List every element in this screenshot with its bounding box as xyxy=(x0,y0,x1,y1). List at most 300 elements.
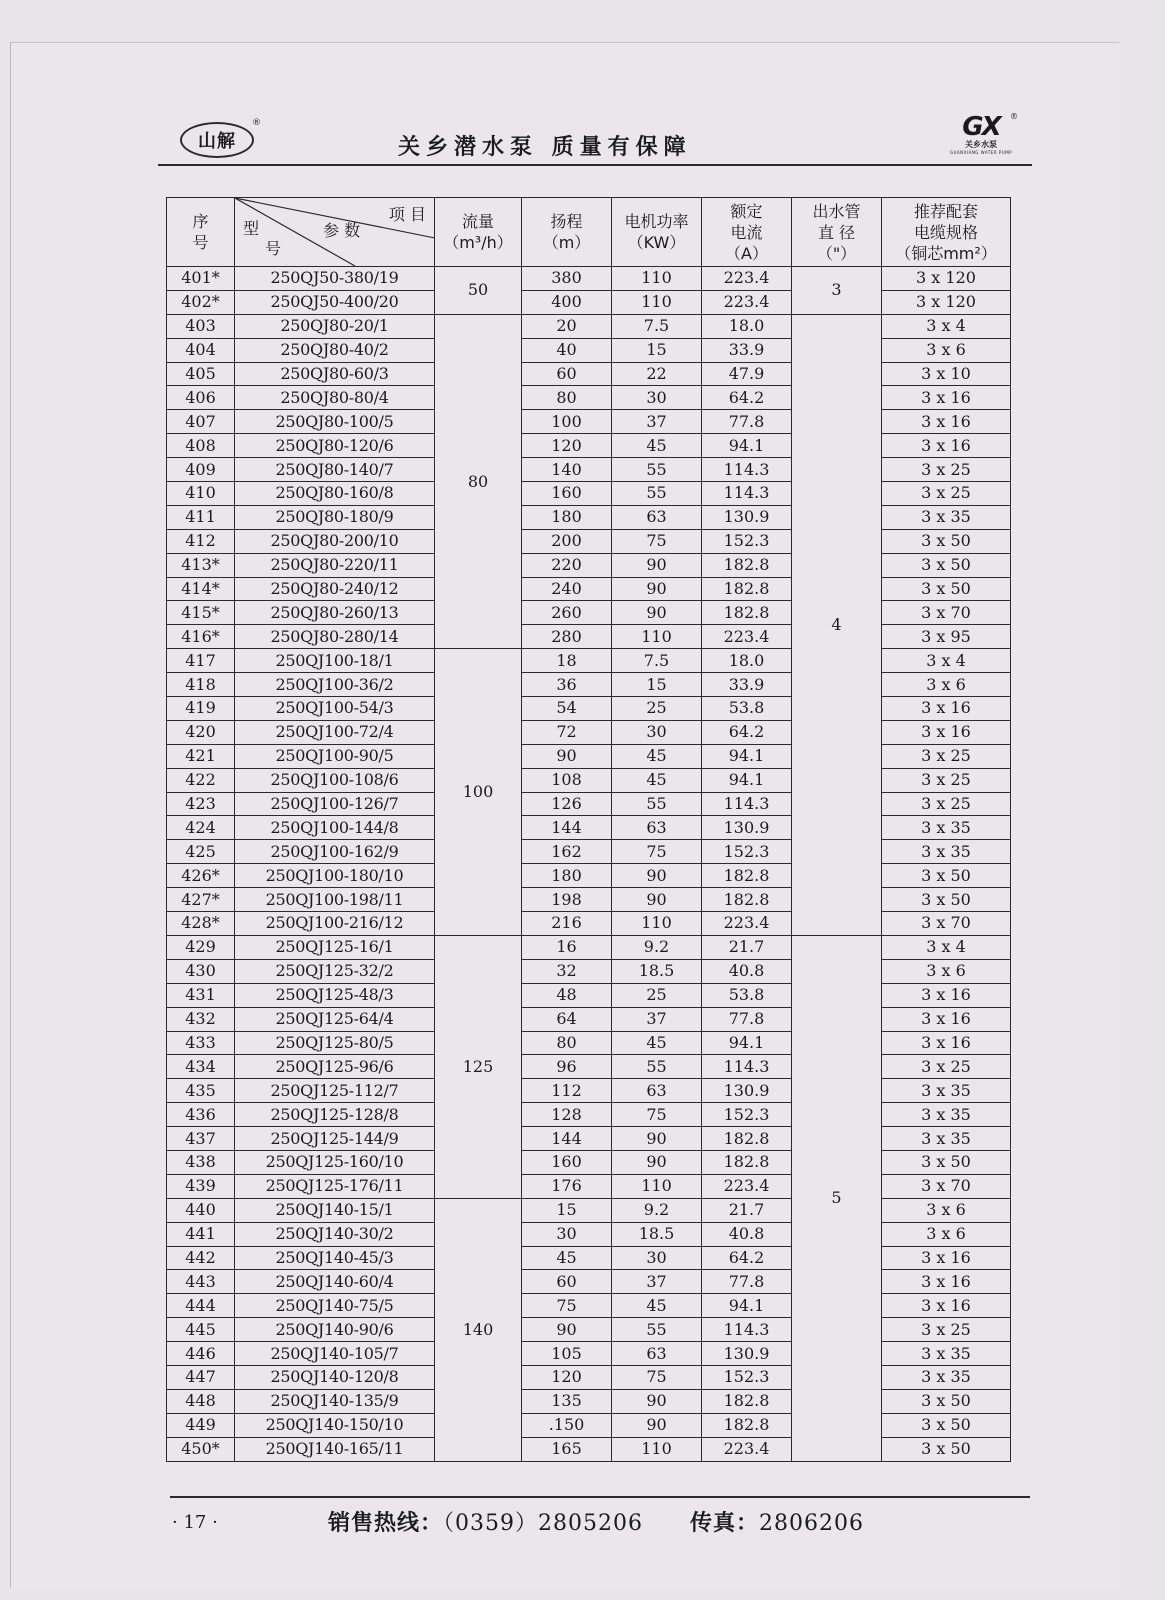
sales-hotline-label: 销售热线： xyxy=(328,1511,444,1536)
cell-current: 94.1 xyxy=(702,1294,792,1318)
brand-logo-left xyxy=(180,118,262,158)
cell-model: 250QJ140-120/8 xyxy=(235,1365,435,1389)
cell-seq: 430 xyxy=(167,959,235,983)
cell-model: 250QJ100-90/5 xyxy=(235,744,435,768)
cell-head: 60 xyxy=(522,362,612,386)
cell-power: 75 xyxy=(612,840,702,864)
cell-head: 260 xyxy=(522,601,612,625)
cell-power: 25 xyxy=(612,697,702,721)
cell-power: 30 xyxy=(612,386,702,410)
cell-head: 96 xyxy=(522,1055,612,1079)
cell-power: 110 xyxy=(612,1437,702,1461)
cell-model: 250QJ100-18/1 xyxy=(235,649,435,673)
registered-mark-icon: ® xyxy=(252,118,262,128)
cell-model: 250QJ140-165/11 xyxy=(235,1437,435,1461)
cell-current: 21.7 xyxy=(702,935,792,959)
cell-seq: 411 xyxy=(167,505,235,529)
fax-label: 传真： xyxy=(690,1511,760,1536)
cell-head: 60 xyxy=(522,1270,612,1294)
cell-cable: 3 x 50 xyxy=(882,1413,1011,1437)
cell-seq: 438 xyxy=(167,1150,235,1174)
header-current-line1: 额定 xyxy=(730,201,763,221)
header-cable-line2: 电缆规格 xyxy=(913,222,978,242)
cell-cable: 3 x 25 xyxy=(882,458,1011,482)
table-row xyxy=(167,529,1011,553)
cell-current: 223.4 xyxy=(702,1174,792,1198)
table-row xyxy=(167,505,1011,529)
header-model-item: 项 目 xyxy=(388,205,426,224)
cell-flow: 140 xyxy=(435,1198,522,1461)
cell-model: 250QJ125-144/9 xyxy=(235,1127,435,1151)
cell-model: 250QJ140-15/1 xyxy=(235,1198,435,1222)
cell-seq: 433 xyxy=(167,1031,235,1055)
cell-current: 18.0 xyxy=(702,314,792,338)
cell-cable: 3 x 95 xyxy=(882,625,1011,649)
cell-flow: 80 xyxy=(435,314,522,648)
cell-power: 45 xyxy=(612,1031,702,1055)
cell-head: 108 xyxy=(522,768,612,792)
cell-current: 223.4 xyxy=(702,267,792,291)
cell-seq: 441 xyxy=(167,1222,235,1246)
cell-model: 250QJ100-54/3 xyxy=(235,697,435,721)
cell-head: 144 xyxy=(522,1127,612,1151)
table-row xyxy=(167,1007,1011,1031)
cell-model: 250QJ140-45/3 xyxy=(235,1246,435,1270)
table-row xyxy=(167,1198,1011,1222)
table-row xyxy=(167,267,1011,291)
cell-model: 250QJ100-72/4 xyxy=(235,720,435,744)
cell-cable: 3 x 35 xyxy=(882,1365,1011,1389)
cell-current: 182.8 xyxy=(702,864,792,888)
table-row xyxy=(167,625,1011,649)
cell-head: 72 xyxy=(522,720,612,744)
cell-power: 45 xyxy=(612,768,702,792)
header-cable-line3: （铜芯mm²） xyxy=(895,243,997,263)
cell-model: 250QJ100-198/11 xyxy=(235,888,435,912)
table-row xyxy=(167,1246,1011,1270)
cell-cable: 3 x 50 xyxy=(882,864,1011,888)
cell-current: 77.8 xyxy=(702,1007,792,1031)
cell-current: 130.9 xyxy=(702,1079,792,1103)
cell-seq: 407 xyxy=(167,410,235,434)
cell-current: 33.9 xyxy=(702,673,792,697)
cell-model: 250QJ125-160/10 xyxy=(235,1150,435,1174)
cell-seq: 427* xyxy=(167,888,235,912)
cell-head: 18 xyxy=(522,649,612,673)
cell-model: 250QJ140-135/9 xyxy=(235,1389,435,1413)
cell-power: 7.5 xyxy=(612,314,702,338)
cell-seq: 440 xyxy=(167,1198,235,1222)
cell-current: 182.8 xyxy=(702,577,792,601)
fax xyxy=(690,1506,864,1537)
cell-seq: 429 xyxy=(167,935,235,959)
cell-cable: 3 x 16 xyxy=(882,720,1011,744)
table-row xyxy=(167,410,1011,434)
cell-head: 216 xyxy=(522,912,612,936)
cell-power: 90 xyxy=(612,1127,702,1151)
cell-seq: 401* xyxy=(167,267,235,291)
sales-hotline-number: （0359）2805206 xyxy=(443,1511,643,1536)
cell-power: 75 xyxy=(612,1365,702,1389)
cell-power: 55 xyxy=(612,458,702,482)
cell-seq: 436 xyxy=(167,1103,235,1127)
cell-model: 250QJ140-30/2 xyxy=(235,1222,435,1246)
cell-power: 90 xyxy=(612,1389,702,1413)
header-flow-line1: 流量 xyxy=(461,212,494,231)
table-row xyxy=(167,1365,1011,1389)
cell-flow: 125 xyxy=(435,935,522,1198)
cell-cable: 3 x 16 xyxy=(882,1294,1011,1318)
cell-power: 110 xyxy=(612,625,702,649)
cell-current: 223.4 xyxy=(702,1437,792,1461)
table-row xyxy=(167,458,1011,482)
cell-cable: 3 x 120 xyxy=(882,267,1011,291)
registered-mark-icon: ® xyxy=(1010,112,1018,121)
cell-seq: 431 xyxy=(167,983,235,1007)
cell-current: 223.4 xyxy=(702,290,792,314)
cell-cable: 3 x 50 xyxy=(882,529,1011,553)
cell-power: 110 xyxy=(612,290,702,314)
header-pipe-line3: （"） xyxy=(816,243,857,263)
table-row xyxy=(167,1174,1011,1198)
cell-cable: 3 x 25 xyxy=(882,792,1011,816)
cell-cable: 3 x 25 xyxy=(882,1318,1011,1342)
cell-seq: 419 xyxy=(167,697,235,721)
header-power-line1: 电机功率 xyxy=(624,212,689,231)
cell-model: 250QJ80-160/8 xyxy=(235,482,435,506)
cell-model: 250QJ100-180/10 xyxy=(235,864,435,888)
cell-seq: 415* xyxy=(167,601,235,625)
cell-cable: 3 x 6 xyxy=(882,338,1011,362)
cell-power: 22 xyxy=(612,362,702,386)
brand-logo-right-mark: GX xyxy=(962,112,1000,142)
header-head xyxy=(522,198,612,267)
cell-cable: 3 x 120 xyxy=(882,290,1011,314)
cell-power: 110 xyxy=(612,1174,702,1198)
cell-head: 15 xyxy=(522,1198,612,1222)
cell-head: 75 xyxy=(522,1294,612,1318)
cell-current: 182.8 xyxy=(702,1413,792,1437)
cell-head: 220 xyxy=(522,553,612,577)
cell-cable: 3 x 16 xyxy=(882,1246,1011,1270)
cell-power: 18.5 xyxy=(612,1222,702,1246)
cell-head: 144 xyxy=(522,816,612,840)
cell-power: 75 xyxy=(612,1103,702,1127)
cell-current: 114.3 xyxy=(702,792,792,816)
brand-logo-right xyxy=(948,112,1018,156)
cell-current: 21.7 xyxy=(702,1198,792,1222)
cell-current: 152.3 xyxy=(702,529,792,553)
cell-seq: 446 xyxy=(167,1342,235,1366)
cell-head: 112 xyxy=(522,1079,612,1103)
cell-model: 250QJ50-400/20 xyxy=(235,290,435,314)
cell-current: 152.3 xyxy=(702,1103,792,1127)
cell-model: 250QJ125-48/3 xyxy=(235,983,435,1007)
cell-cable: 3 x 4 xyxy=(882,935,1011,959)
page-slogan: 关乡潜水泵 质量有保障 xyxy=(398,135,692,160)
cell-cable: 3 x 35 xyxy=(882,1079,1011,1103)
cell-power: 30 xyxy=(612,720,702,744)
cell-head: 90 xyxy=(522,1318,612,1342)
cell-current: 130.9 xyxy=(702,816,792,840)
cell-current: 152.3 xyxy=(702,840,792,864)
cell-cable: 3 x 16 xyxy=(882,983,1011,1007)
cell-model: 250QJ100-144/8 xyxy=(235,816,435,840)
cell-current: 182.8 xyxy=(702,1389,792,1413)
cell-model: 250QJ125-32/2 xyxy=(235,959,435,983)
cell-cable: 3 x 16 xyxy=(882,697,1011,721)
cell-model: 250QJ140-60/4 xyxy=(235,1270,435,1294)
cell-head: 40 xyxy=(522,338,612,362)
cell-seq: 443 xyxy=(167,1270,235,1294)
cell-current: 94.1 xyxy=(702,434,792,458)
cell-power: 45 xyxy=(612,744,702,768)
cell-seq: 406 xyxy=(167,386,235,410)
table-row xyxy=(167,338,1011,362)
cell-current: 64.2 xyxy=(702,720,792,744)
header-pipe-line2: 直 径 xyxy=(817,222,856,242)
cell-power: 55 xyxy=(612,792,702,816)
cell-current: 223.4 xyxy=(702,625,792,649)
cell-head: 48 xyxy=(522,983,612,1007)
cell-seq: 421 xyxy=(167,744,235,768)
cell-current: 77.8 xyxy=(702,1270,792,1294)
cell-current: 114.3 xyxy=(702,458,792,482)
table-row xyxy=(167,601,1011,625)
cell-power: 15 xyxy=(612,673,702,697)
cell-current: 114.3 xyxy=(702,482,792,506)
cell-seq: 402* xyxy=(167,290,235,314)
cell-head: 120 xyxy=(522,434,612,458)
table-row xyxy=(167,912,1011,936)
cell-seq: 448 xyxy=(167,1389,235,1413)
table-row xyxy=(167,720,1011,744)
cell-seq: 434 xyxy=(167,1055,235,1079)
cell-seq: 449 xyxy=(167,1413,235,1437)
cell-head: 30 xyxy=(522,1222,612,1246)
cell-power: 55 xyxy=(612,1055,702,1079)
table-row xyxy=(167,840,1011,864)
cell-seq: 445 xyxy=(167,1318,235,1342)
cell-cable: 3 x 25 xyxy=(882,744,1011,768)
cell-model: 250QJ140-105/7 xyxy=(235,1342,435,1366)
cell-power: 55 xyxy=(612,1318,702,1342)
table-row xyxy=(167,434,1011,458)
cell-cable: 3 x 35 xyxy=(882,1103,1011,1127)
cell-model: 250QJ80-240/12 xyxy=(235,577,435,601)
cell-current: 182.8 xyxy=(702,1150,792,1174)
cell-head: 120 xyxy=(522,1365,612,1389)
cell-model: 250QJ80-260/13 xyxy=(235,601,435,625)
page-footer xyxy=(170,1496,1030,1548)
header-power-line2: （KW） xyxy=(627,233,686,252)
cell-current: 77.8 xyxy=(702,410,792,434)
cell-cable: 3 x 4 xyxy=(882,649,1011,673)
cell-seq: 418 xyxy=(167,673,235,697)
cell-head: 400 xyxy=(522,290,612,314)
table-row xyxy=(167,1342,1011,1366)
cell-model: 250QJ80-220/11 xyxy=(235,553,435,577)
brand-logo-right-tiny: GUANXIANG WATER PUMP xyxy=(949,150,1013,155)
cell-model: 250QJ100-162/9 xyxy=(235,840,435,864)
cell-head: .150 xyxy=(522,1413,612,1437)
table-row xyxy=(167,1127,1011,1151)
cell-head: 20 xyxy=(522,314,612,338)
cell-cable: 3 x 35 xyxy=(882,840,1011,864)
cell-current: 94.1 xyxy=(702,744,792,768)
cell-head: 180 xyxy=(522,864,612,888)
cell-current: 114.3 xyxy=(702,1055,792,1079)
table-row xyxy=(167,744,1011,768)
table-row xyxy=(167,959,1011,983)
table-row xyxy=(167,888,1011,912)
cell-cable: 3 x 35 xyxy=(882,1342,1011,1366)
cell-head: 80 xyxy=(522,386,612,410)
cell-cable: 3 x 70 xyxy=(882,1174,1011,1198)
cell-current: 53.8 xyxy=(702,697,792,721)
table-row xyxy=(167,1103,1011,1127)
header-flow-line2: （m³/h） xyxy=(443,233,513,252)
cell-current: 130.9 xyxy=(702,1342,792,1366)
cell-model: 250QJ80-100/5 xyxy=(235,410,435,434)
cell-model: 250QJ100-108/6 xyxy=(235,768,435,792)
cell-current: 64.2 xyxy=(702,386,792,410)
header-model-no: 号 xyxy=(265,239,282,258)
cell-model: 250QJ100-126/7 xyxy=(235,792,435,816)
header-head-line2: （m） xyxy=(542,233,591,252)
cell-model: 250QJ125-112/7 xyxy=(235,1079,435,1103)
cell-current: 182.8 xyxy=(702,553,792,577)
cell-power: 9.2 xyxy=(612,1198,702,1222)
cell-seq: 432 xyxy=(167,1007,235,1031)
cell-model: 250QJ50-380/19 xyxy=(235,267,435,291)
table-row xyxy=(167,1079,1011,1103)
cell-power: 63 xyxy=(612,505,702,529)
cell-seq: 424 xyxy=(167,816,235,840)
brand-logo-left-text: 山解 xyxy=(198,131,236,152)
cell-cable: 3 x 50 xyxy=(882,553,1011,577)
cell-model: 250QJ125-80/5 xyxy=(235,1031,435,1055)
table-row xyxy=(167,864,1011,888)
cell-cable: 3 x 35 xyxy=(882,505,1011,529)
cell-seq: 412 xyxy=(167,529,235,553)
cell-seq: 422 xyxy=(167,768,235,792)
cell-current: 114.3 xyxy=(702,1318,792,1342)
cell-pipe: 4 xyxy=(792,314,882,935)
cell-seq: 410 xyxy=(167,482,235,506)
cell-cable: 3 x 50 xyxy=(882,1389,1011,1413)
cell-head: 180 xyxy=(522,505,612,529)
header-seq-line1: 序 xyxy=(192,212,209,231)
table-row xyxy=(167,290,1011,314)
cell-head: 176 xyxy=(522,1174,612,1198)
cell-current: 64.2 xyxy=(702,1246,792,1270)
header-cable xyxy=(882,198,1011,267)
cell-cable: 3 x 16 xyxy=(882,410,1011,434)
table-row xyxy=(167,1437,1011,1461)
cell-power: 15 xyxy=(612,338,702,362)
table-row xyxy=(167,1031,1011,1055)
cell-power: 37 xyxy=(612,1007,702,1031)
cell-cable: 3 x 50 xyxy=(882,1437,1011,1461)
cell-head: 165 xyxy=(522,1437,612,1461)
cell-seq: 439 xyxy=(167,1174,235,1198)
header-pipe xyxy=(792,198,882,267)
cell-cable: 3 x 50 xyxy=(882,577,1011,601)
cell-cable: 3 x 16 xyxy=(882,386,1011,410)
table-row xyxy=(167,673,1011,697)
cell-head: 100 xyxy=(522,410,612,434)
cell-model: 250QJ125-176/11 xyxy=(235,1174,435,1198)
cell-cable: 3 x 16 xyxy=(882,1270,1011,1294)
header-seq xyxy=(167,198,235,267)
cell-model: 250QJ140-75/5 xyxy=(235,1294,435,1318)
cell-current: 182.8 xyxy=(702,888,792,912)
cell-head: 198 xyxy=(522,888,612,912)
header-model-param: 参 数 xyxy=(323,221,361,240)
cell-seq: 428* xyxy=(167,912,235,936)
table-row xyxy=(167,1150,1011,1174)
cell-power: 45 xyxy=(612,1294,702,1318)
table-row xyxy=(167,1055,1011,1079)
cell-model: 250QJ80-60/3 xyxy=(235,362,435,386)
cell-cable: 3 x 16 xyxy=(882,1031,1011,1055)
cell-model: 250QJ125-128/8 xyxy=(235,1103,435,1127)
cell-current: 152.3 xyxy=(702,1365,792,1389)
cell-cable: 3 x 6 xyxy=(882,959,1011,983)
cell-power: 90 xyxy=(612,888,702,912)
cell-power: 30 xyxy=(612,1246,702,1270)
header-head-line1: 扬程 xyxy=(550,212,583,231)
cell-power: 110 xyxy=(612,267,702,291)
cell-cable: 3 x 50 xyxy=(882,888,1011,912)
cell-cable: 3 x 25 xyxy=(882,1055,1011,1079)
table-row xyxy=(167,1389,1011,1413)
table-body xyxy=(167,267,1011,1462)
cell-head: 32 xyxy=(522,959,612,983)
header-model-diagonal xyxy=(235,198,435,267)
cell-current: 47.9 xyxy=(702,362,792,386)
cell-model: 250QJ140-150/10 xyxy=(235,1413,435,1437)
table-row xyxy=(167,577,1011,601)
cell-power: 9.2 xyxy=(612,935,702,959)
cell-current: 18.0 xyxy=(702,649,792,673)
cell-power: 45 xyxy=(612,434,702,458)
cell-seq: 417 xyxy=(167,649,235,673)
cell-power: 110 xyxy=(612,912,702,936)
cell-power: 90 xyxy=(612,864,702,888)
cell-power: 90 xyxy=(612,553,702,577)
table-row xyxy=(167,1222,1011,1246)
header-current-line2: 电流 xyxy=(730,222,763,242)
cell-model: 250QJ100-216/12 xyxy=(235,912,435,936)
table-row xyxy=(167,314,1011,338)
cell-power: 63 xyxy=(612,1079,702,1103)
cell-seq: 435 xyxy=(167,1079,235,1103)
cell-head: 36 xyxy=(522,673,612,697)
cell-head: 45 xyxy=(522,1246,612,1270)
table-row xyxy=(167,768,1011,792)
cell-cable: 3 x 35 xyxy=(882,1127,1011,1151)
cell-cable: 3 x 50 xyxy=(882,1150,1011,1174)
cell-model: 250QJ80-180/9 xyxy=(235,505,435,529)
cell-seq: 444 xyxy=(167,1294,235,1318)
cell-seq: 414* xyxy=(167,577,235,601)
cell-cable: 3 x 70 xyxy=(882,601,1011,625)
table-row xyxy=(167,1318,1011,1342)
table-row xyxy=(167,816,1011,840)
header-current-line3: （A） xyxy=(725,243,768,263)
